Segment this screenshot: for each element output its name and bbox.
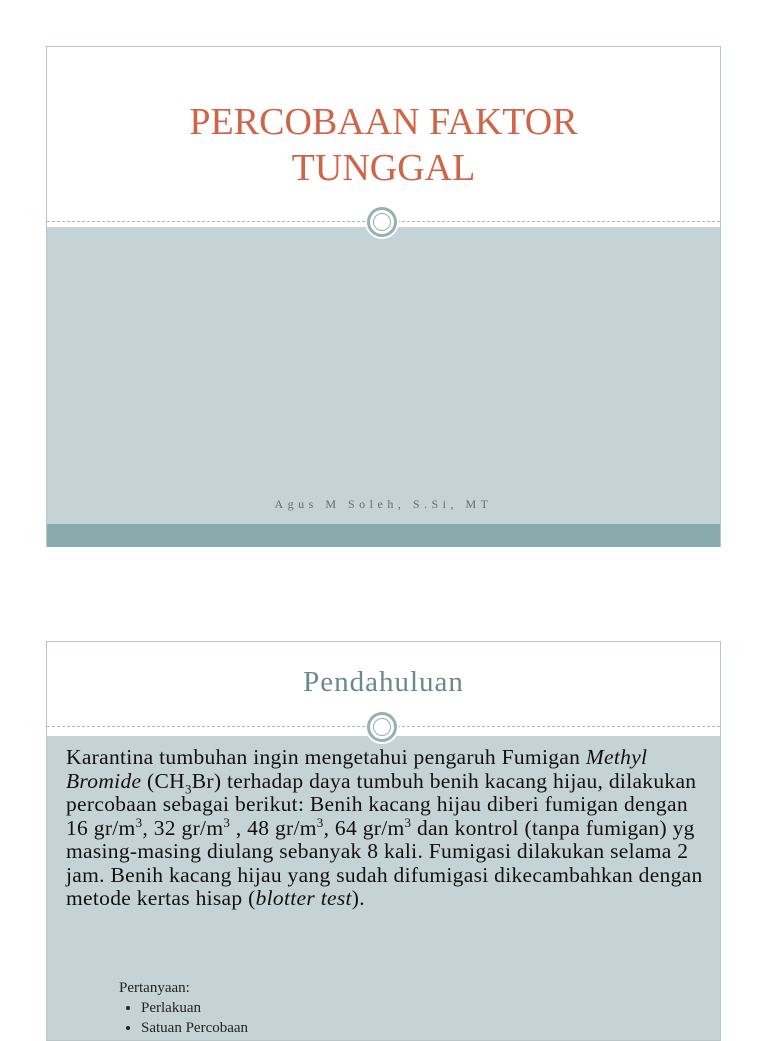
chemical-name: Methyl Bromide	[66, 745, 648, 793]
paragraph-text: (CH	[141, 768, 185, 793]
questions-label: Pertanyaan:	[119, 980, 190, 996]
title-slide	[46, 46, 721, 547]
superscript: 3	[135, 814, 143, 830]
slide-main-title	[47, 99, 720, 191]
questions-list	[119, 998, 248, 1038]
paragraph-text: dan kontrol (tanpa fumigan) yg masing-masing diulang sebanyak 8 kali. Fumigasi dilakukan selama 2 jam. Benih kacang hijau yang sudah difumigasi dikecambahkan dengan metode kertas hisap (	[66, 815, 703, 910]
main-title-line-1: PERCOBAAN FAKTOR	[189, 101, 578, 143]
superscript: 3	[404, 814, 412, 830]
paragraph-text: ).	[351, 886, 365, 910]
list-item: • Satuan Percobaan	[141, 1018, 248, 1038]
subscript: 3	[184, 780, 192, 796]
ring-divider-icon	[367, 712, 397, 742]
main-title-line-2: TUNGGAL	[291, 147, 476, 189]
body-panel	[47, 227, 720, 524]
method-name: blotter test	[255, 886, 352, 910]
title-area	[47, 47, 720, 221]
questions-block	[119, 978, 248, 1038]
paragraph-text: Br) terhadap daya tumbuh benih kacang hijau, dilakukan percobaan sebagai berikut: Benih kacang hijau diberi fumigan dengan 16 gr/m	[66, 768, 697, 840]
superscript: 3	[223, 814, 231, 830]
intro-paragraph	[66, 746, 706, 911]
author-name: Agus M Soleh, S.Si, MT	[274, 497, 493, 511]
paragraph-text: , 32 gr/m	[142, 815, 224, 840]
slide-title: Pendahuluan	[303, 666, 464, 698]
paragraph-text: , 64 gr/m	[323, 815, 405, 840]
superscript: 3	[316, 814, 324, 830]
intro-slide	[46, 641, 721, 1041]
paragraph-text: , 48 gr/m	[230, 815, 317, 840]
list-item: • Perlakuan	[141, 998, 248, 1018]
paragraph-text: Karantina tumbuhan ingin mengetahui pengaruh Fumigan	[66, 745, 586, 769]
ring-divider-icon	[367, 207, 397, 237]
footer-band	[47, 524, 720, 547]
